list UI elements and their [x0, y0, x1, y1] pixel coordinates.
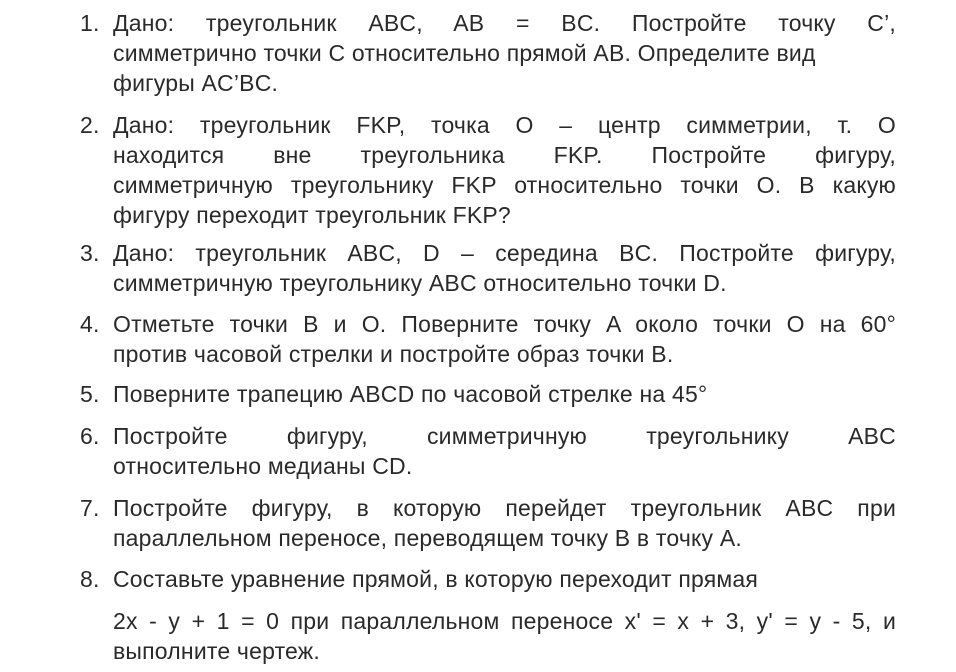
task-text-line: параллельном переносе, переводящем точку B в точку A. — [113, 525, 742, 551]
task-text-line: симметрично точки C относительно прямой AB. Определите вид — [113, 40, 816, 66]
task-text-line: Дано: треугольник ABC, D – середина BC. Постройте фигуру, — [113, 240, 896, 266]
task-number: 1. — [80, 10, 100, 36]
task-number: 6. — [80, 423, 100, 449]
task-text-line: фигуру переходит треугольник FKP? — [113, 202, 511, 228]
task-number: 8. — [80, 566, 100, 592]
task-text-line: Составьте уравнение прямой, в которую переходит прямая — [113, 566, 759, 592]
task-text-line: относительно медианы CD. — [113, 453, 413, 479]
task-text-line: симметричную треугольнику ABC относительно точки D. — [113, 270, 727, 296]
task-text-line: находится вне треугольника FKP. Постройте фигуру, — [113, 142, 896, 168]
task-number: 3. — [80, 240, 100, 266]
task-text-line: Постройте фигуру, в которую перейдет треугольник ABC при — [113, 495, 896, 521]
task-text-line: Постройте фигуру, симметричную треугольнику ABC — [113, 423, 896, 449]
task-equation-line: 2x - y + 1 = 0 при параллельном переносе x' = x + 3, y' = y - 5, и — [113, 608, 896, 634]
task-number: 4. — [80, 311, 100, 337]
task-text-line: выполните чертеж. — [113, 638, 320, 664]
task-number: 7. — [80, 495, 100, 521]
task-number: 5. — [80, 381, 100, 407]
task-number: 2. — [80, 112, 100, 138]
task-text-line: симметричную треугольнику FKP относительно точки O. В какую — [113, 172, 896, 198]
task-text-line: Дано: треугольник FKP, точка O – центр симметрии, т. O — [113, 112, 896, 138]
task-text-line: Отметьте точки B и O. Поверните точку A около точки O на 60° — [113, 311, 896, 337]
task-text-line: Дано: треугольник ABC, AB = BC. Постройте точку C’, — [113, 10, 896, 36]
task-text-line: Поверните трапецию ABCD по часовой стрелке на 45° — [113, 381, 708, 407]
task-text-line: фигуры AC’BC. — [113, 70, 279, 96]
task-text-line: против часовой стрелки и постройте образ точки B. — [113, 341, 674, 367]
